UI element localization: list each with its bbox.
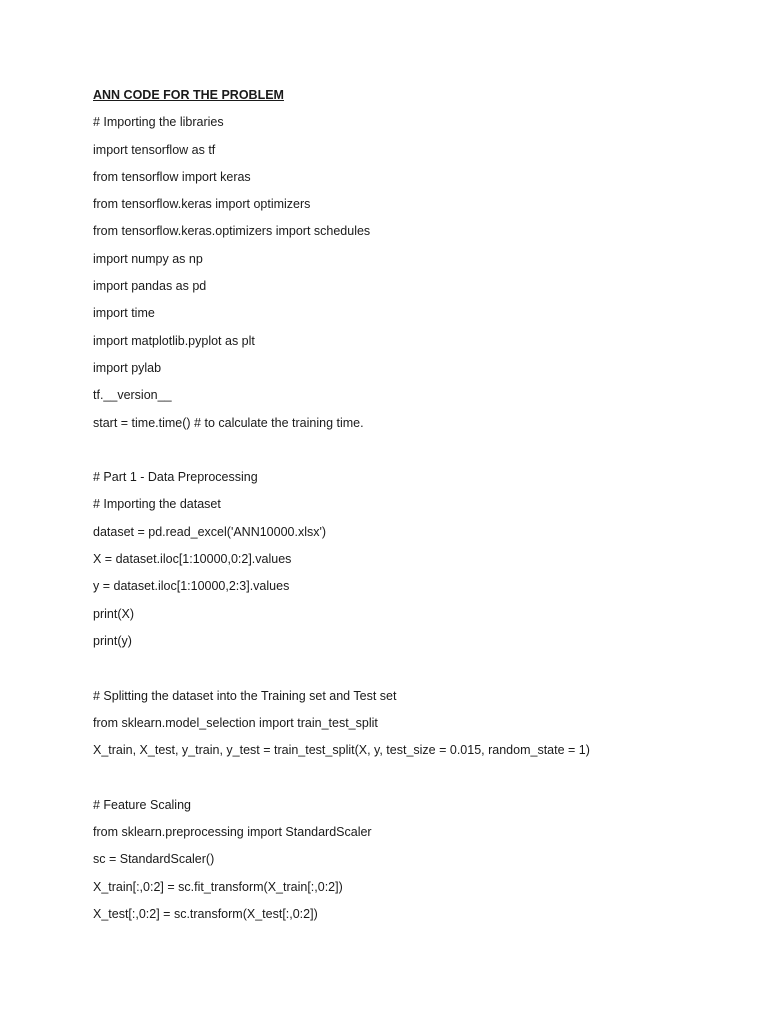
code-line: import time — [93, 306, 155, 321]
code-line: import pandas as pd — [93, 279, 207, 294]
section-imports — [93, 113, 733, 441]
code-line: print(X) — [93, 606, 134, 621]
code-line: X_test[:,0:2] = sc.transform(X_test[:,0:2]) — [93, 906, 318, 921]
code-line: y = dataset.iloc[1:10000,2:3].values — [93, 579, 290, 594]
blank-line — [93, 659, 733, 686]
section-feature-scaling — [93, 796, 733, 932]
code-line: import pylab — [93, 360, 162, 375]
code-line: from sklearn.preprocessing import StandardScaler — [93, 825, 372, 840]
code-line: import numpy as np — [93, 251, 203, 266]
document-content — [93, 86, 733, 932]
code-line: tf.__version__ — [93, 388, 172, 403]
blank-line — [93, 441, 733, 468]
code-line: # Importing the dataset — [93, 497, 221, 512]
code-line: start = time.time() # to calculate the training time. — [93, 415, 364, 430]
blank-line — [93, 768, 733, 795]
code-line: dataset = pd.read_excel('ANN10000.xlsx') — [93, 524, 327, 539]
code-line: # Part 1 - Data Preprocessing — [93, 470, 258, 485]
code-line: print(y) — [93, 633, 132, 648]
code-line: from tensorflow.keras.optimizers import schedules — [93, 224, 371, 239]
code-line: X_train, X_test, y_train, y_test = train_test_split(X, y, test_size = 0.015, random_state = 1) — [93, 743, 590, 758]
code-line: # Splitting the dataset into the Training set and Test set — [93, 688, 397, 703]
code-line: from sklearn.model_selection import train_test_split — [93, 715, 378, 730]
code-line: X_train[:,0:2] = sc.fit_transform(X_train[:,0:2]) — [93, 879, 343, 894]
section-data-preprocessing — [93, 468, 733, 659]
code-line: # Feature Scaling — [93, 797, 191, 812]
document-title: ANN CODE FOR THE PROBLEM — [93, 88, 284, 102]
code-line: import tensorflow as tf — [93, 142, 216, 157]
code-line: sc = StandardScaler() — [93, 852, 215, 867]
code-line: from tensorflow.keras import optimizers — [93, 197, 311, 212]
code-line: X = dataset.iloc[1:10000,0:2].values — [93, 552, 292, 567]
code-line: from tensorflow import keras — [93, 169, 251, 184]
section-train-test-split — [93, 687, 733, 769]
code-line: # Importing the libraries — [93, 115, 224, 130]
code-line: import matplotlib.pyplot as plt — [93, 333, 255, 348]
